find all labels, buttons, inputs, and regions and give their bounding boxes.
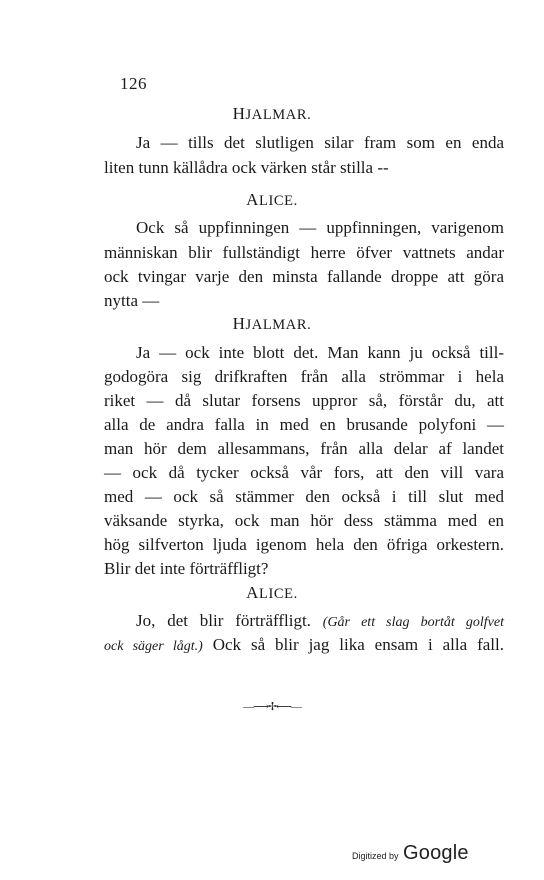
- stage-direction: (Går ett slag bortåt golfvet: [322, 615, 504, 630]
- dialogue-line: människan blir fullständigt herre öfver vattnets andar: [104, 243, 504, 262]
- speaker-name: ALICE.: [246, 190, 298, 209]
- page-number: 126: [120, 74, 147, 93]
- ornament-divider: —⟶✢⟵—: [243, 701, 301, 713]
- dialogue-line: riket — då slutar forsens uppror så, förstår du, att: [104, 391, 504, 410]
- dialogue-line: liten tunn källådra ock värken står stilla --: [104, 158, 389, 177]
- dialogue-line: alla de andra falla in med en brusande polyfoni —: [104, 415, 504, 434]
- dialogue-text: Jo, det blir förträffligt.: [136, 611, 311, 630]
- dialogue-text: Ock så blir jag lika ensam i alla fall.: [212, 635, 504, 654]
- dialogue-line: med — ock så stämmer den också i till slut med: [104, 487, 504, 506]
- speaker-name: HJALMAR.: [232, 104, 312, 123]
- dialogue-line: väksande styrka, ock man hör dess stämma med en: [104, 511, 504, 530]
- dialogue-line: nytta —: [104, 291, 160, 310]
- dialogue-line: — ock då tycker också vår fors, att den vill vara: [104, 463, 504, 482]
- stage-direction: ock säger lågt.): [104, 639, 203, 654]
- dialogue-line: godogöra sig drifkraften från alla strömmar i hela: [104, 367, 504, 386]
- watermark-small-text: Digitized by: [352, 851, 399, 861]
- watermark-brand: Google: [402, 842, 469, 864]
- dialogue-line: Blir det inte förträffligt?: [104, 559, 269, 578]
- dialogue-line: Ock så uppfinningen — uppfinningen, varigenom: [136, 218, 504, 237]
- speaker-name: ALICE.: [246, 583, 298, 602]
- speaker-name: HJALMAR.: [232, 314, 312, 333]
- dialogue-line: [136, 611, 504, 631]
- dialogue-line: Ja — tills det slutligen silar fram som en enda: [136, 133, 504, 152]
- dialogue-line: Ja — ock inte blott det. Man kann ju också till-: [136, 343, 504, 362]
- dialogue-line: ock tvingar varje den minsta fallande droppe att göra: [104, 267, 504, 286]
- dialogue-line: man hör dem allesammans, från alla delar af landet: [104, 439, 504, 458]
- dialogue-line: hög silfverton ljuda igenom hela den öfriga orkestern.: [104, 535, 504, 554]
- digitized-watermark: [352, 842, 469, 865]
- dialogue-line: [104, 635, 504, 655]
